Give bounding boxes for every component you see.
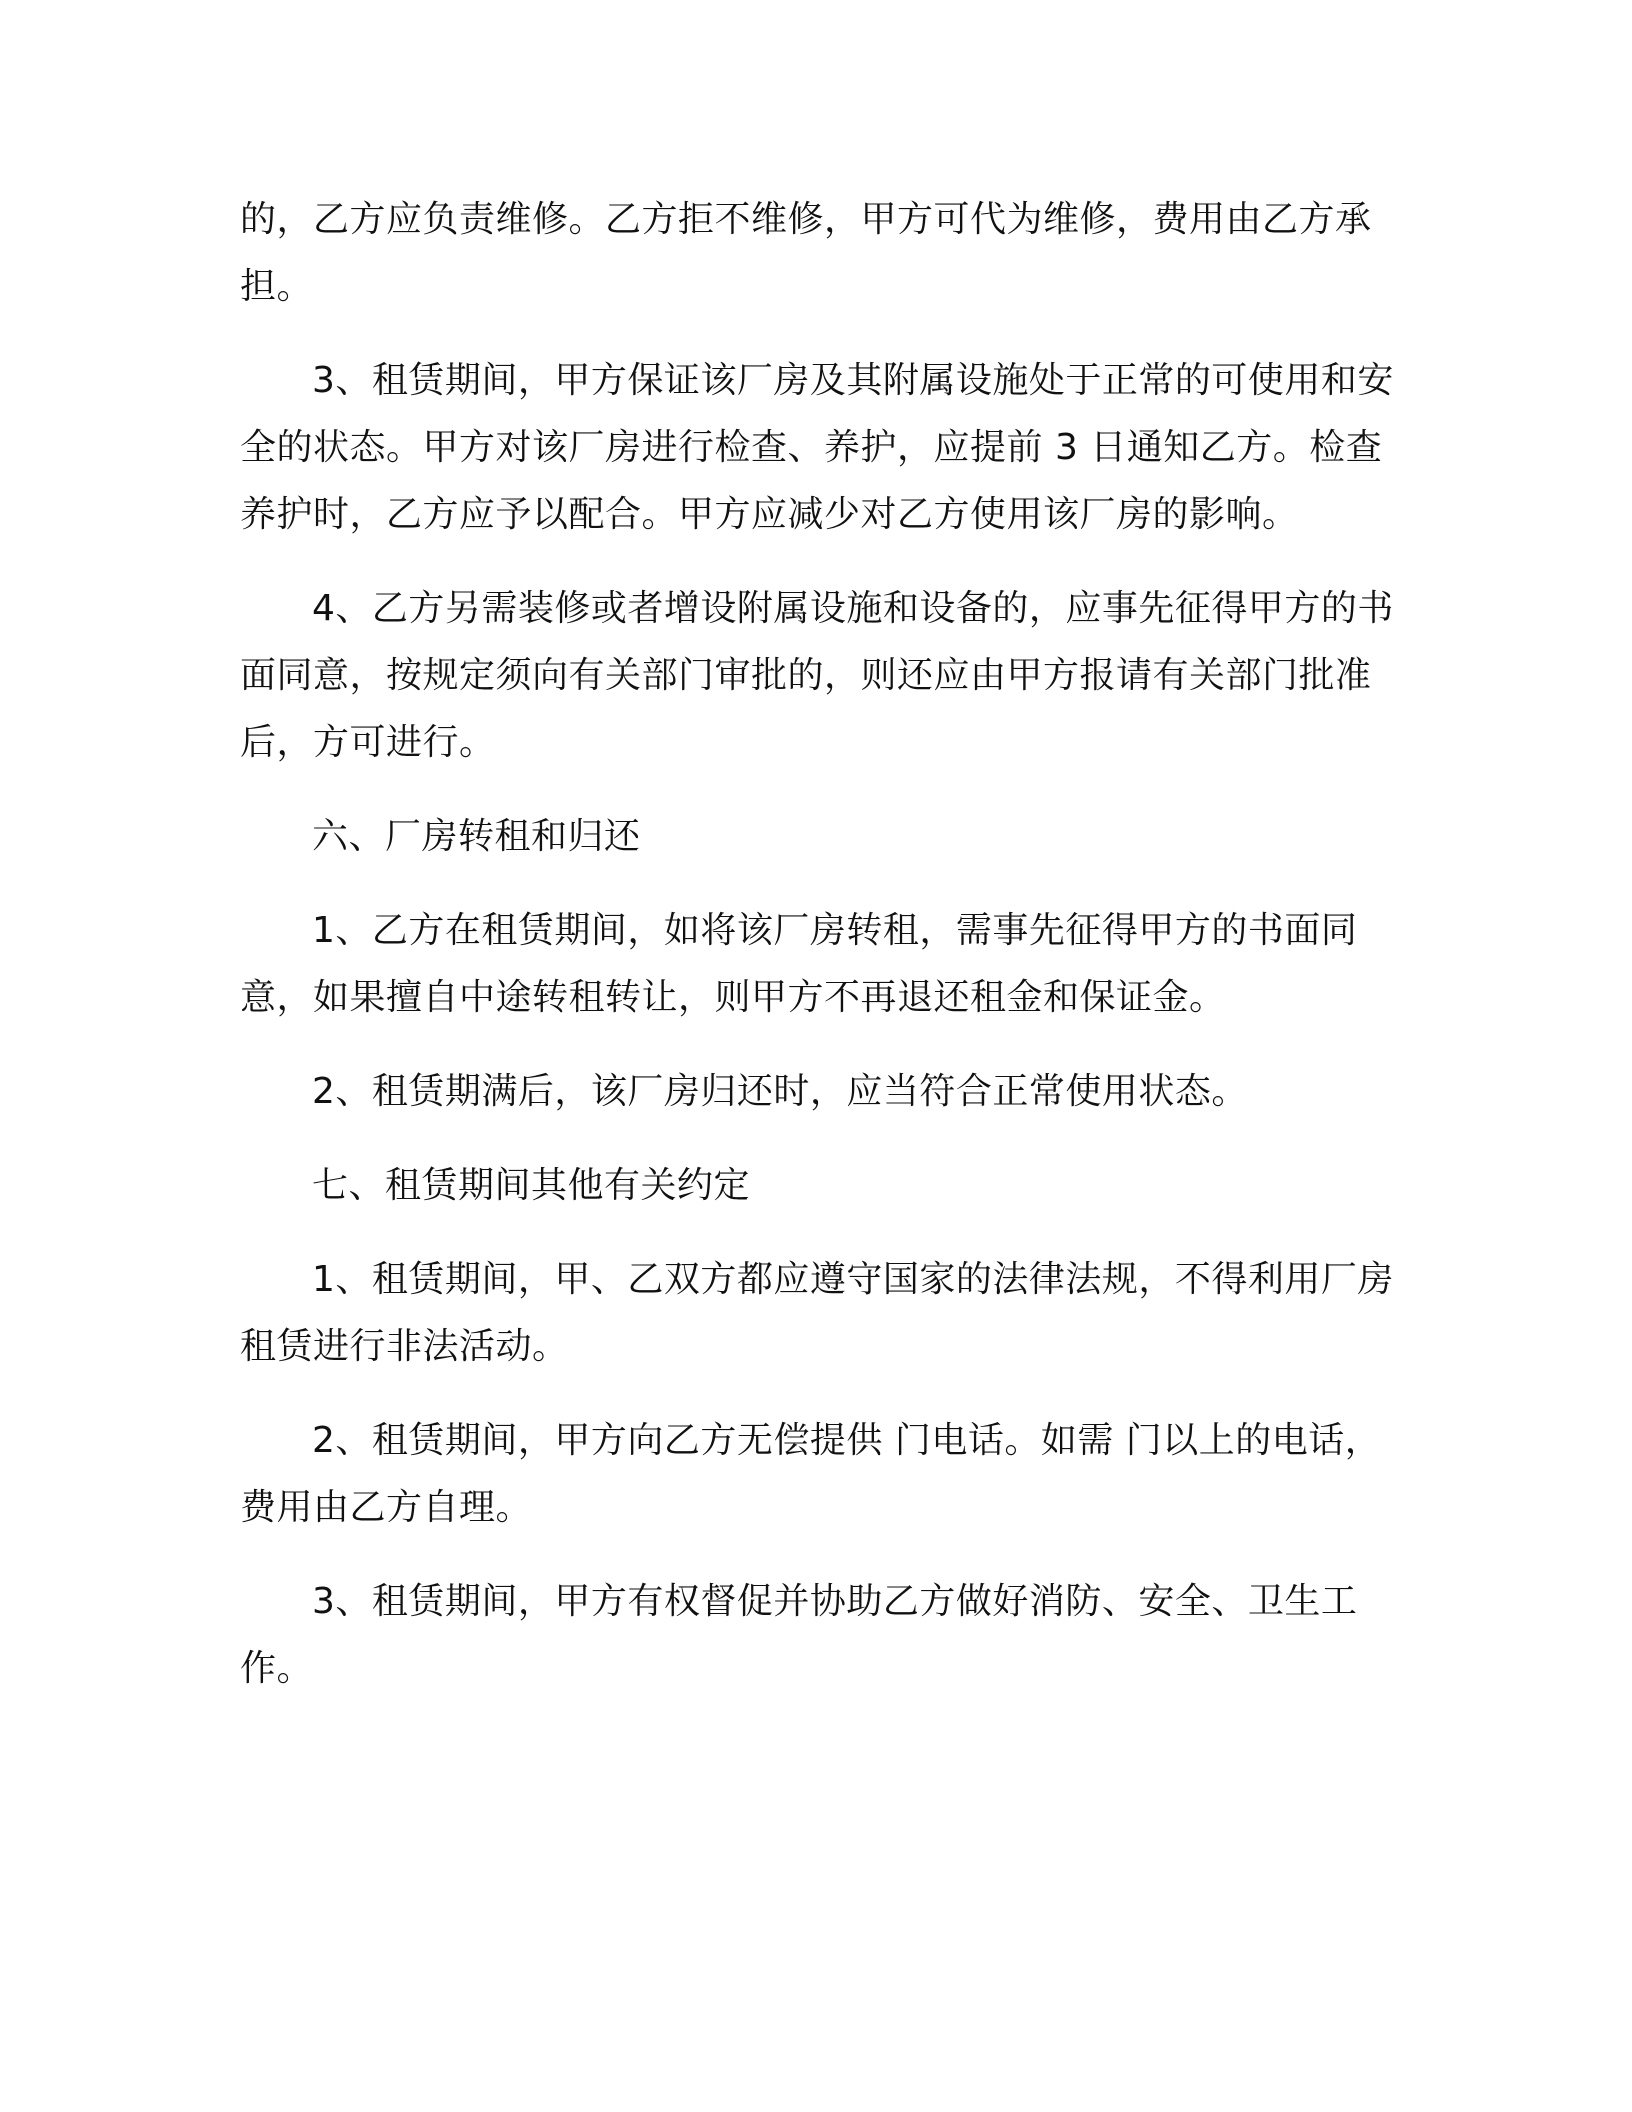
paragraph-clause-7-3: 3、租赁期间，甲方有权督促并协助乙方做好消防、安全、卫生工作。 <box>240 1581 1358 1689</box>
paragraph-clause-5-4: 4、乙方另需装修或者增设附属设施和设备的，应事先征得甲方的书面同意，按规定须向有关部门审批的，则还应由甲方报请有关部门批准后，方可进行。 <box>240 588 1394 763</box>
section-heading-7: 七、租赁期间其他有关约定 <box>312 1165 751 1206</box>
paragraph-clause-5-3: 3、租赁期间，甲方保证该厂房及其附属设施处于正常的可使用和安全的状态。甲方对该厂房进行检查、养护，应提前 3 日通知乙方。检查养护时，乙方应予以配合。甲方应减少对乙方使用该厂房的影响。 <box>240 360 1394 535</box>
paragraph-continuation: 的，乙方应负责维修。乙方拒不维修，甲方可代为维修，费用由乙方承担。 <box>240 199 1372 307</box>
paragraph-clause-6-1: 1、乙方在租赁期间，如将该厂房转租，需事先征得甲方的书面同意，如果擅自中途转租转让，则甲方不再退还租金和保证金。 <box>240 910 1358 1018</box>
paragraph-clause-6-2: 2、租赁期满后，该厂房归还时，应当符合正常使用状态。 <box>312 1071 1248 1112</box>
section-heading-6: 六、厂房转租和归还 <box>312 816 641 857</box>
paragraph-clause-7-2: 2、租赁期间，甲方向乙方无偿提供 门电话。如需 门以上的电话，费用由乙方自理。 <box>240 1420 1382 1528</box>
paragraph-clause-7-1: 1、租赁期间，甲、乙双方都应遵守国家的法律法规，不得利用厂房租赁进行非法活动。 <box>240 1259 1394 1367</box>
document-body <box>240 186 1400 1729</box>
